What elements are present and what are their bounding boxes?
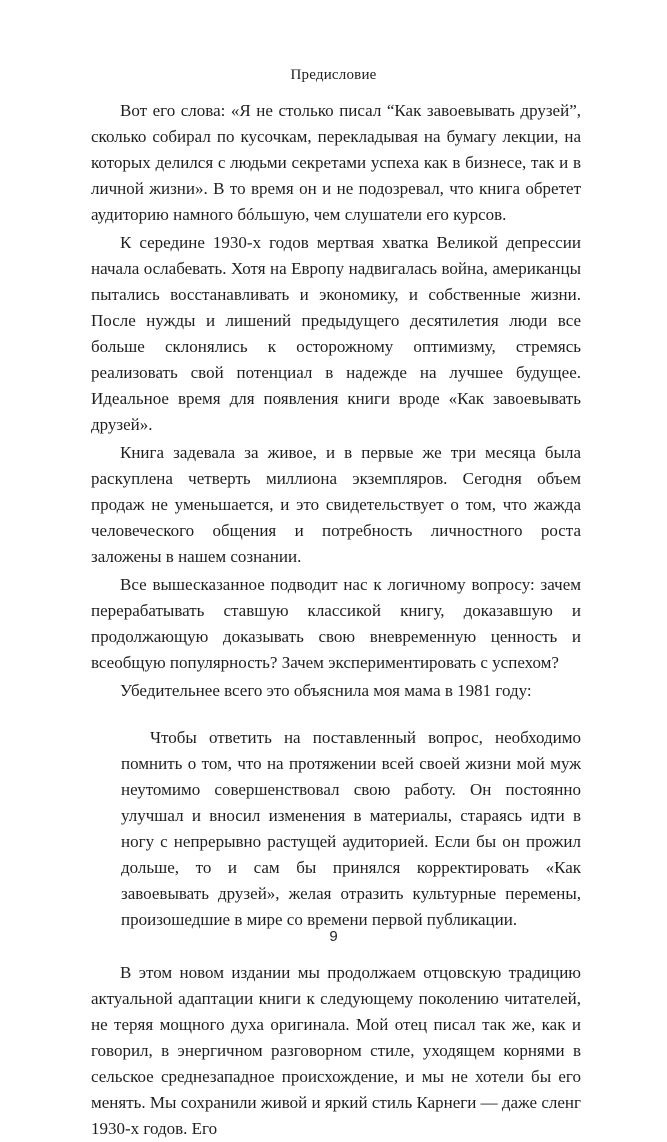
paragraph: Книга задевала за живое, и в первые же три месяца была раскуплена четверть миллиона экземпляров. Сегодня объем продаж не уменьшается, и это свидетельствует о том, что жажда человеческого общения и потребность личностного роста заложены в нашем сознании.: [91, 443, 581, 566]
paragraph: Убедительнее всего это объяснила моя мама в 1981 году:: [120, 681, 532, 700]
paragraph: К середине 1930-х годов мертвая хватка Великой депрессии начала ослабевать. Хотя на Европу надвигалась война, американцы пытались восстанавливать и экономику, и собственные жизни. После нужды и лишений предыдущего десятилетия люди все больше склонялись к осторожному оптимизму, стремясь реализовать свой потенциал в надежде на лучшее будущее. Идеальное время для появления книги вроде «Как завоевывать друзей».: [91, 233, 581, 434]
paragraph: Вот его слова: «Я не столько писал “Как завоевывать друзей”, сколько собирал по кусочкам, перекладывая на бумагу лекции, на которых делился с людьми секретами успеха как в бизнесе, так и в личной жизни». В то время он и не подозревал, что книга обретет аудиторию намного бóльшую, чем слушатели его курсов.: [91, 101, 581, 224]
running-head: Предисловие: [290, 67, 377, 83]
paragraph: Все вышесказанное подводит нас к логичному вопросу: зачем перерабатывать ставшую классикой книгу, доказавшую и продолжающую доказывать свою вневременную ценность и всеобщую популярность? Зачем экспериментировать с успехом?: [91, 575, 581, 672]
paragraph: В этом новом издании мы продолжаем отцовскую традицию актуальной адаптации книги к следующему поколению читателей, не теряя мощного духа оригинала. Мой отец писал так же, как и говорил, в энергичном разговорном стиле, уходящем корнями в сельское среднезападное происхождение, и мы не хотели бы его менять. Мы сохранили живой и яркий стиль Карнеги — даже сленг 1930-х годов. Его: [91, 963, 581, 1138]
page-body: [91, 98, 581, 1142]
block-quote: Чтобы ответить на поставленный вопрос, необходимо помнить о том, что на протяжении всей своей жизни мой муж неутомимо совершенствовал свою работу. Он постоянно улучшал и вносил изменения в материалы, стараясь идти в ногу с непрерывно растущей аудиторией. Если бы он прожил дольше, то и сам бы принялся корректировать «Как завоевывать друзей», желая отразить культурные перемены, произошедшие в мире со времени первой публикации.: [121, 728, 581, 929]
page-number: 9: [329, 928, 338, 945]
